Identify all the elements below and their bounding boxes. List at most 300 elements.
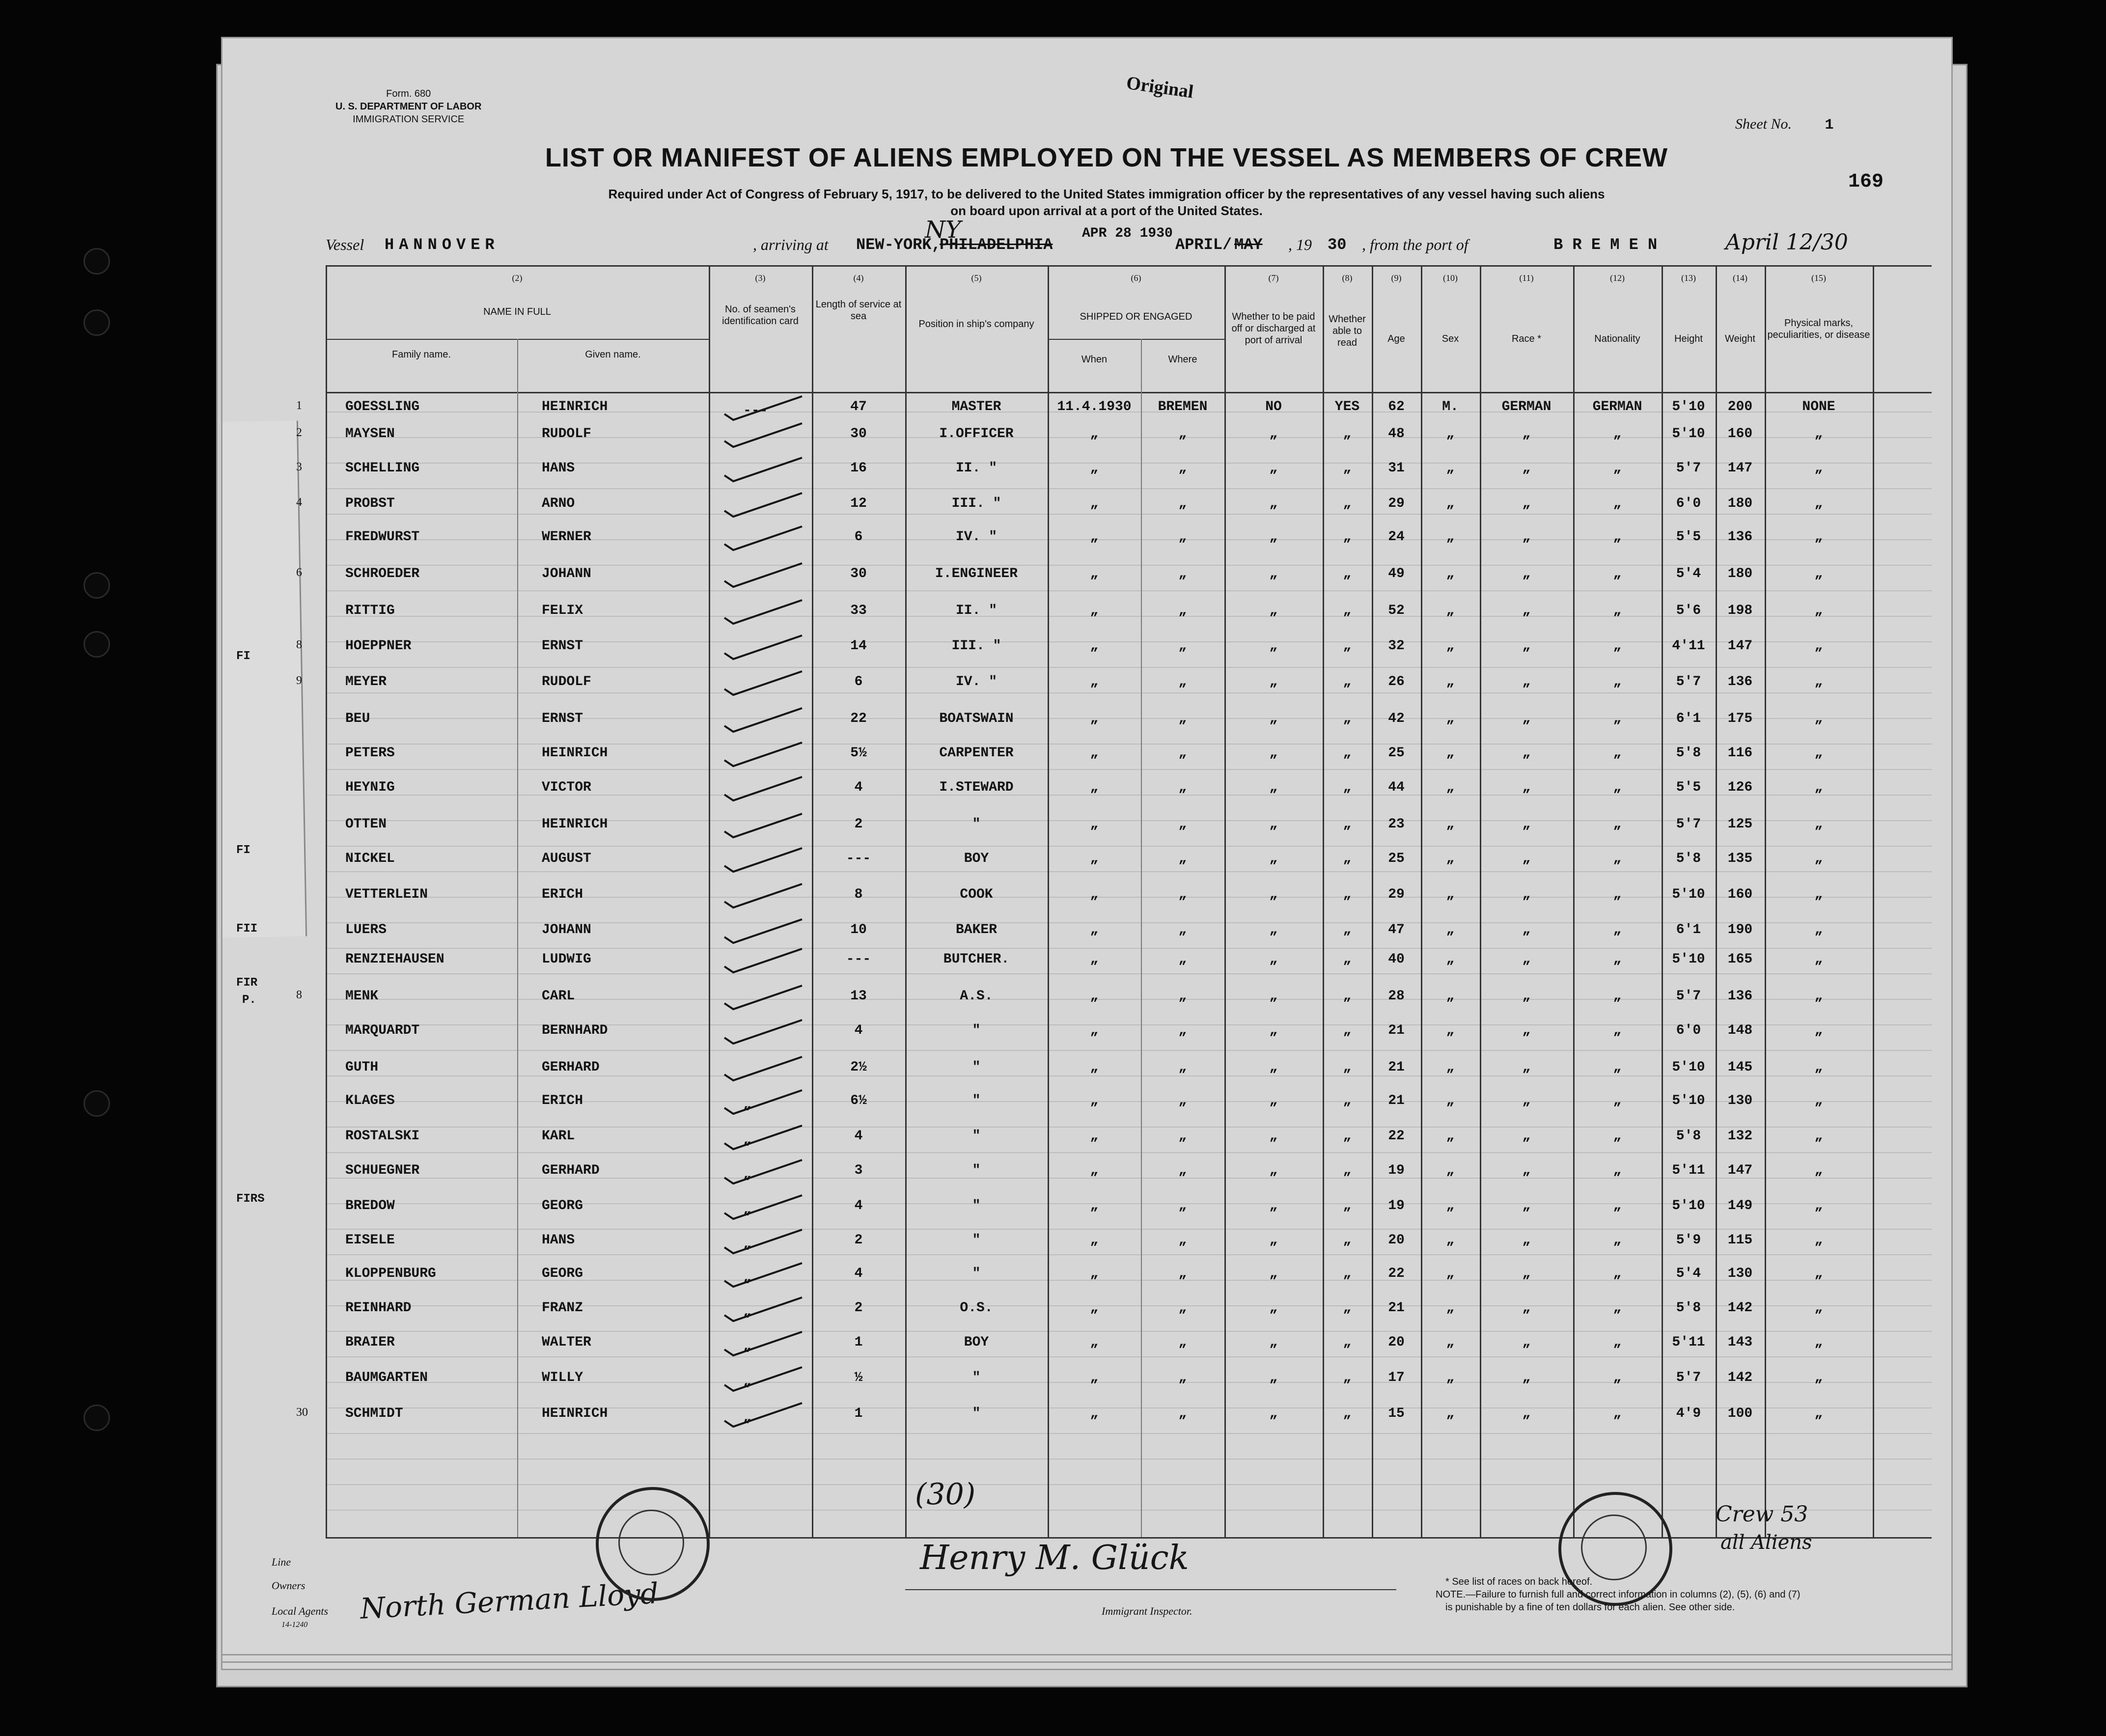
cell-read: „ (1343, 1198, 1352, 1213)
cell-nationality: „ (1613, 745, 1622, 761)
cell-num: 1 (296, 399, 302, 412)
cell-where: „ (1178, 1163, 1187, 1178)
cell-read: „ (1343, 1163, 1352, 1178)
agents-code: 14-1240 (281, 1621, 308, 1629)
cell-sex: „ (1446, 1163, 1455, 1178)
cell-weight: 175 (1727, 711, 1753, 726)
cell-position: " (972, 1023, 981, 1038)
cell-length: 10 (850, 922, 867, 937)
cell-sex: „ (1446, 1198, 1455, 1213)
cell-position: " (972, 1266, 981, 1281)
cell-race: „ (1522, 603, 1531, 618)
cell-card: „ (743, 1270, 751, 1285)
cell-weight: 142 (1727, 1370, 1753, 1385)
cell-family: MEYER (345, 674, 387, 689)
col-number-5: (5) (971, 273, 982, 283)
struck-port: PHILADELPHIA (940, 236, 1053, 254)
cell-height: 5'8 (1676, 745, 1701, 761)
cell-nationality: „ (1613, 1023, 1622, 1038)
cell-weight: 147 (1727, 1163, 1753, 1178)
cell-sex: „ (1446, 887, 1455, 902)
cell-length: --- (846, 952, 871, 967)
cell-where: „ (1178, 603, 1187, 618)
cell-age: 25 (1388, 745, 1405, 761)
card-check-mark (714, 1363, 812, 1393)
cell-where: „ (1178, 922, 1187, 937)
ruled-line (326, 565, 1932, 566)
card-check-mark (714, 1294, 812, 1323)
cell-sex: „ (1446, 851, 1455, 866)
ruled-line (326, 1510, 1932, 1511)
page-edge (222, 1661, 1951, 1663)
cell-length: 30 (850, 566, 867, 581)
cell-physical: „ (1814, 922, 1823, 937)
cell-family: PETERS (345, 745, 395, 761)
cell-family: OTTEN (345, 817, 387, 832)
cell-card: „ (743, 1237, 751, 1252)
cell-position: IV. " (955, 529, 997, 545)
cell-height: 5'4 (1676, 566, 1701, 581)
cell-where: „ (1178, 817, 1187, 832)
header-family-name: Family name. (391, 349, 451, 360)
cell-given: VICTOR (542, 780, 591, 795)
header-given-name: Given name. (585, 349, 641, 360)
cell-given: BERNHARD (542, 1023, 608, 1038)
card-check-mark (714, 1259, 812, 1289)
cell-height: 5'5 (1676, 529, 1701, 545)
header-age: Age (1387, 333, 1405, 344)
card-check-mark (714, 739, 812, 768)
cell-paid: „ (1269, 1406, 1278, 1421)
cell-where: „ (1178, 711, 1187, 726)
cell-weight: 165 (1727, 952, 1753, 967)
cell-where: „ (1178, 1370, 1187, 1385)
cell-sex: „ (1446, 989, 1455, 1004)
cell-weight: 100 (1727, 1406, 1753, 1421)
cell-nationality: „ (1613, 529, 1622, 545)
cell-paid: „ (1269, 780, 1278, 795)
cell-position: " (972, 1406, 981, 1421)
cell-family: VETTERLEIN (345, 887, 428, 902)
cell-num: 2 (296, 426, 302, 439)
cell-sex: „ (1446, 922, 1455, 937)
cell-nationality: „ (1613, 1370, 1622, 1385)
cell-read: „ (1343, 1266, 1352, 1281)
cell-read: „ (1343, 952, 1352, 967)
cell-weight: 116 (1727, 745, 1753, 761)
card-check-mark (714, 1328, 812, 1357)
arrival-year: 30 (1328, 236, 1347, 254)
cell-paid: „ (1269, 496, 1278, 511)
department-name: U. S. DEPARTMENT OF LABOR (335, 101, 482, 112)
table-row (222, 989, 1951, 1023)
cell-age: 19 (1388, 1163, 1405, 1178)
header-name-in-full: NAME IN FULL (483, 306, 551, 317)
cell-physical: „ (1814, 1335, 1823, 1350)
cell-weight: 136 (1727, 674, 1753, 689)
col-number-7: (7) (1268, 273, 1279, 283)
cell-length: 6 (854, 529, 863, 545)
cell-when: „ (1090, 745, 1099, 761)
cell-age: 47 (1388, 922, 1405, 937)
cell-height: 5'7 (1676, 674, 1701, 689)
cell-weight: 200 (1727, 399, 1753, 414)
cell-weight: 143 (1727, 1335, 1753, 1350)
card-check-mark (714, 844, 812, 874)
cell-age: 15 (1388, 1406, 1405, 1421)
cell-when: „ (1090, 1093, 1099, 1108)
form-number-block (335, 87, 481, 126)
owners-label: Owners (272, 1579, 305, 1592)
cell-where: „ (1178, 887, 1187, 902)
header-shipped: SHIPPED OR ENGAGED (1080, 311, 1192, 322)
cell-family: MENK (345, 989, 379, 1004)
cell-position: CARPENTER (939, 745, 1014, 761)
cell-height: 5'7 (1676, 989, 1701, 1004)
cell-paid: „ (1269, 1129, 1278, 1144)
cell-when: „ (1090, 603, 1099, 618)
cell-height: 5'11 (1672, 1335, 1705, 1350)
cell-position: III. " (951, 638, 1001, 654)
cell-read: „ (1343, 674, 1352, 689)
card-check-mark (714, 489, 812, 519)
cell-sex: „ (1446, 817, 1455, 832)
cell-given: ERNST (542, 711, 583, 726)
cell-age: 62 (1388, 399, 1405, 414)
cell-physical: „ (1814, 851, 1823, 866)
cell-num: 8 (296, 989, 302, 1001)
table-top-rule (326, 265, 1932, 267)
cell-race: „ (1522, 851, 1531, 866)
cell-age: 49 (1388, 566, 1405, 581)
cell-nationality: „ (1613, 566, 1622, 581)
cell-read: „ (1343, 426, 1352, 441)
cell-paid: „ (1269, 922, 1278, 937)
cell-read: „ (1343, 780, 1352, 795)
cell-length: 47 (850, 399, 867, 414)
cell-read: „ (1343, 603, 1352, 618)
cell-height: 5'8 (1676, 851, 1701, 866)
col-number-12: (12) (1610, 273, 1625, 283)
arrival-month: APRIL/ (1175, 236, 1232, 254)
cell-where: „ (1178, 989, 1187, 1004)
card-check-mark (714, 523, 812, 552)
cell-read: „ (1343, 461, 1352, 476)
corner-number: 169 (1848, 171, 1884, 193)
inspector-signature-line (905, 1589, 1396, 1590)
cell-sex: „ (1446, 745, 1455, 761)
margin-mark: FI (236, 650, 250, 663)
cell-family: HOEPPNER (345, 638, 412, 654)
cell-weight: 135 (1727, 851, 1753, 866)
cell-where: „ (1178, 1129, 1187, 1144)
cell-where: „ (1178, 674, 1187, 689)
cell-given: JOHANN (542, 922, 591, 937)
cell-length: 6½ (850, 1093, 867, 1108)
col-number-4: (4) (853, 273, 864, 283)
cell-given: GERHARD (542, 1060, 600, 1075)
cell-nationality: „ (1613, 1233, 1622, 1248)
table-row (222, 674, 1951, 709)
cell-age: 32 (1388, 638, 1405, 654)
cell-age: 21 (1388, 1023, 1405, 1038)
header-paid-off: Whether to be paid off or discharged at port of arrival (1231, 311, 1316, 346)
cell-race: „ (1522, 952, 1531, 967)
cell-family: HEYNIG (345, 780, 395, 795)
cell-height: 5'7 (1676, 1370, 1701, 1385)
service-name: IMMIGRATION SERVICE (353, 114, 465, 125)
cell-read: „ (1343, 887, 1352, 902)
cell-paid: „ (1269, 1233, 1278, 1248)
cell-age: 26 (1388, 674, 1405, 689)
cell-age: 21 (1388, 1060, 1405, 1075)
cell-length: 4 (854, 1266, 863, 1281)
cell-nationality: „ (1613, 603, 1622, 618)
cell-sex: „ (1446, 1300, 1455, 1316)
card-check-mark (714, 915, 812, 945)
cell-paid: „ (1269, 817, 1278, 832)
cell-nationality: „ (1613, 1129, 1622, 1144)
cell-paid: „ (1269, 1198, 1278, 1213)
table-row (222, 1060, 1951, 1094)
table-row (222, 1406, 1951, 1440)
cell-race: „ (1522, 1129, 1531, 1144)
cell-position: MASTER (951, 399, 1001, 414)
cell-given: ERICH (542, 1093, 583, 1108)
cell-read: „ (1343, 1300, 1352, 1316)
cell-card: „ (743, 1304, 751, 1320)
cell-position: " (972, 817, 981, 832)
cell-length: 12 (850, 496, 867, 511)
cell-paid: „ (1269, 1300, 1278, 1316)
cell-when: „ (1090, 1233, 1099, 1248)
cell-paid: „ (1269, 1335, 1278, 1350)
arrival-port: NEW-YORK, (856, 236, 941, 254)
cell-race: „ (1522, 817, 1531, 832)
cell-length: 2 (854, 1233, 863, 1248)
col-number-10: (10) (1443, 273, 1458, 283)
cell-when: „ (1090, 1370, 1099, 1385)
cell-where: „ (1178, 1300, 1187, 1316)
cell-length: 30 (850, 426, 867, 441)
footer-note (1436, 1575, 1902, 1614)
cell-card: „ (743, 1167, 751, 1182)
original-stamp: Original (1125, 72, 1195, 103)
card-check-mark (714, 1053, 812, 1082)
cell-family: SCHUEGNER (345, 1163, 420, 1178)
cell-race: „ (1522, 1300, 1531, 1316)
cell-read: „ (1343, 566, 1352, 581)
sheet-label: Sheet No. (1735, 116, 1792, 132)
col-number-3: (3) (755, 273, 766, 283)
header-able-to-read: Whether able to read (1329, 314, 1366, 348)
cell-race: „ (1522, 638, 1531, 654)
table-row (222, 1163, 1951, 1197)
cell-paid: „ (1269, 461, 1278, 476)
cell-nationality: „ (1613, 1335, 1622, 1350)
cell-length: 3 (854, 1163, 863, 1178)
cell-race: „ (1522, 566, 1531, 581)
crew-note: all Aliens (1720, 1531, 1812, 1554)
col-number-9: (9) (1391, 273, 1402, 283)
header-when: When (1081, 354, 1108, 365)
punch-hole (83, 631, 110, 658)
cell-when: „ (1090, 711, 1099, 726)
cell-age: 40 (1388, 952, 1405, 967)
cell-weight: 180 (1727, 566, 1753, 581)
cell-given: KARL (542, 1129, 575, 1144)
cell-where: „ (1178, 1233, 1187, 1248)
table-row (222, 1233, 1951, 1267)
table-row (222, 1370, 1951, 1405)
cell-length: 6 (854, 674, 863, 689)
cell-physical: „ (1814, 461, 1823, 476)
cell-physical: „ (1814, 711, 1823, 726)
margin-mark: FI (236, 844, 250, 857)
cell-read: „ (1343, 1233, 1352, 1248)
table-row (222, 887, 1951, 921)
cell-paid: „ (1269, 1060, 1278, 1075)
cell-physical: „ (1814, 1163, 1823, 1178)
card-check-mark (714, 1191, 812, 1221)
cell-when: „ (1090, 989, 1099, 1004)
cell-given: RUDOLF (542, 426, 591, 441)
manifest-sheet (221, 37, 1953, 1670)
cell-position: " (972, 1129, 981, 1144)
cell-where: „ (1178, 426, 1187, 441)
cell-when: „ (1090, 638, 1099, 654)
cell-family: KLAGES (345, 1093, 395, 1108)
cell-when: „ (1090, 426, 1099, 441)
cell-age: 31 (1388, 461, 1405, 476)
cell-weight: 148 (1727, 1023, 1753, 1038)
cell-weight: 198 (1727, 603, 1753, 618)
table-row (222, 638, 1951, 673)
card-check-mark (714, 632, 812, 661)
cell-age: 48 (1388, 426, 1405, 441)
table-row (222, 566, 1951, 601)
cell-where: „ (1178, 1198, 1187, 1213)
cell-physical: „ (1814, 952, 1823, 967)
cell-family: SCHMIDT (345, 1406, 403, 1421)
page-title: LIST OR MANIFEST OF ALIENS EMPLOYED ON THE VESSEL AS MEMBERS OF CREW (545, 143, 1668, 172)
ruled-line (326, 1459, 1932, 1460)
cell-paid: „ (1269, 603, 1278, 618)
cell-read: „ (1343, 1060, 1352, 1075)
subtitle-line-1: Required under Act of Congress of February 5, 1917, to be delivered to the United States immigration officer by the representatives of any vessel having such aliens (608, 187, 1605, 201)
vessel-name: HANNOVER (385, 236, 499, 254)
cell-when: „ (1090, 1266, 1099, 1281)
cell-read: „ (1343, 745, 1352, 761)
cell-height: 5'5 (1676, 780, 1701, 795)
cell-age: 25 (1388, 851, 1405, 866)
cell-weight: 132 (1727, 1129, 1753, 1144)
margin-mark: FIR (236, 976, 258, 990)
cell-read: „ (1343, 529, 1352, 545)
cell-position: BOATSWAIN (939, 711, 1014, 726)
cell-physical: „ (1814, 780, 1823, 795)
cell-where: „ (1178, 952, 1187, 967)
cell-physical: NONE (1802, 399, 1835, 414)
cell-where: „ (1178, 1406, 1187, 1421)
subtitle-line-2: on board upon arrival at a port of the United States. (950, 203, 1263, 218)
cell-where: BREMEN (1158, 399, 1208, 414)
cell-card: „ (743, 1097, 751, 1112)
cell-sex: „ (1446, 496, 1455, 511)
cell-weight: 190 (1727, 922, 1753, 937)
cell-physical: „ (1814, 603, 1823, 618)
cell-height: 5'10 (1672, 952, 1705, 967)
note-penalty-2: is punishable by a fine of ten dollars for each alien. See other side. (1445, 1602, 1735, 1613)
card-check-mark (714, 596, 812, 626)
table-row (222, 1023, 1951, 1057)
cell-physical: „ (1814, 1023, 1823, 1038)
cell-sex: „ (1446, 1093, 1455, 1108)
cell-where: „ (1178, 566, 1187, 581)
cell-length: 4 (854, 1129, 863, 1144)
cell-read: „ (1343, 851, 1352, 866)
cell-weight: 160 (1727, 887, 1753, 902)
table-row (222, 426, 1951, 461)
cell-where: „ (1178, 851, 1187, 866)
cell-age: 19 (1388, 1198, 1405, 1213)
cell-nationality: „ (1613, 1093, 1622, 1108)
eagle-emblem-icon (618, 1510, 684, 1575)
cell-given: GEORG (542, 1266, 583, 1281)
cell-nationality: „ (1613, 817, 1622, 832)
cell-length: 4 (854, 1023, 863, 1038)
cell-given: JOHANN (542, 566, 591, 581)
cell-height: 5'8 (1676, 1300, 1701, 1316)
cell-read: „ (1343, 496, 1352, 511)
cell-when: „ (1090, 529, 1099, 545)
cell-sex: „ (1446, 780, 1455, 795)
cell-when: „ (1090, 1198, 1099, 1213)
cell-family: LUERS (345, 922, 387, 937)
cell-age: 22 (1388, 1129, 1405, 1144)
cell-physical: „ (1814, 887, 1823, 902)
cell-position: BUTCHER. (943, 952, 1010, 967)
agents-signature: North German Lloyd (359, 1576, 660, 1626)
cell-family: GOESSLING (345, 399, 420, 414)
cell-given: CARL (542, 989, 575, 1004)
table-row (222, 496, 1951, 530)
page-subtitle (394, 186, 1819, 219)
cell-weight: 130 (1727, 1093, 1753, 1108)
arriving-label: , arriving at (753, 236, 829, 253)
cell-race: GERMAN (1501, 399, 1552, 414)
cell-race: „ (1522, 1266, 1531, 1281)
cell-paid: „ (1269, 674, 1278, 689)
cell-position: COOK (960, 887, 993, 902)
cell-position: " (972, 1060, 981, 1075)
table-row (222, 1335, 1951, 1369)
cell-height: 5'4 (1676, 1266, 1701, 1281)
cell-when: „ (1090, 1335, 1099, 1350)
cell-paid: „ (1269, 989, 1278, 1004)
cell-paid: NO (1265, 399, 1282, 414)
from-port-label: , from the port of (1362, 236, 1469, 253)
cell-physical: „ (1814, 1233, 1823, 1248)
cell-read: „ (1343, 1093, 1352, 1108)
sheet-number (1735, 116, 1834, 134)
cell-weight: 149 (1727, 1198, 1753, 1213)
cell-read: YES (1334, 399, 1360, 414)
cell-read: „ (1343, 1406, 1352, 1421)
cell-where: „ (1178, 461, 1187, 476)
col-number-15: (15) (1811, 273, 1826, 283)
cell-age: 21 (1388, 1300, 1405, 1316)
